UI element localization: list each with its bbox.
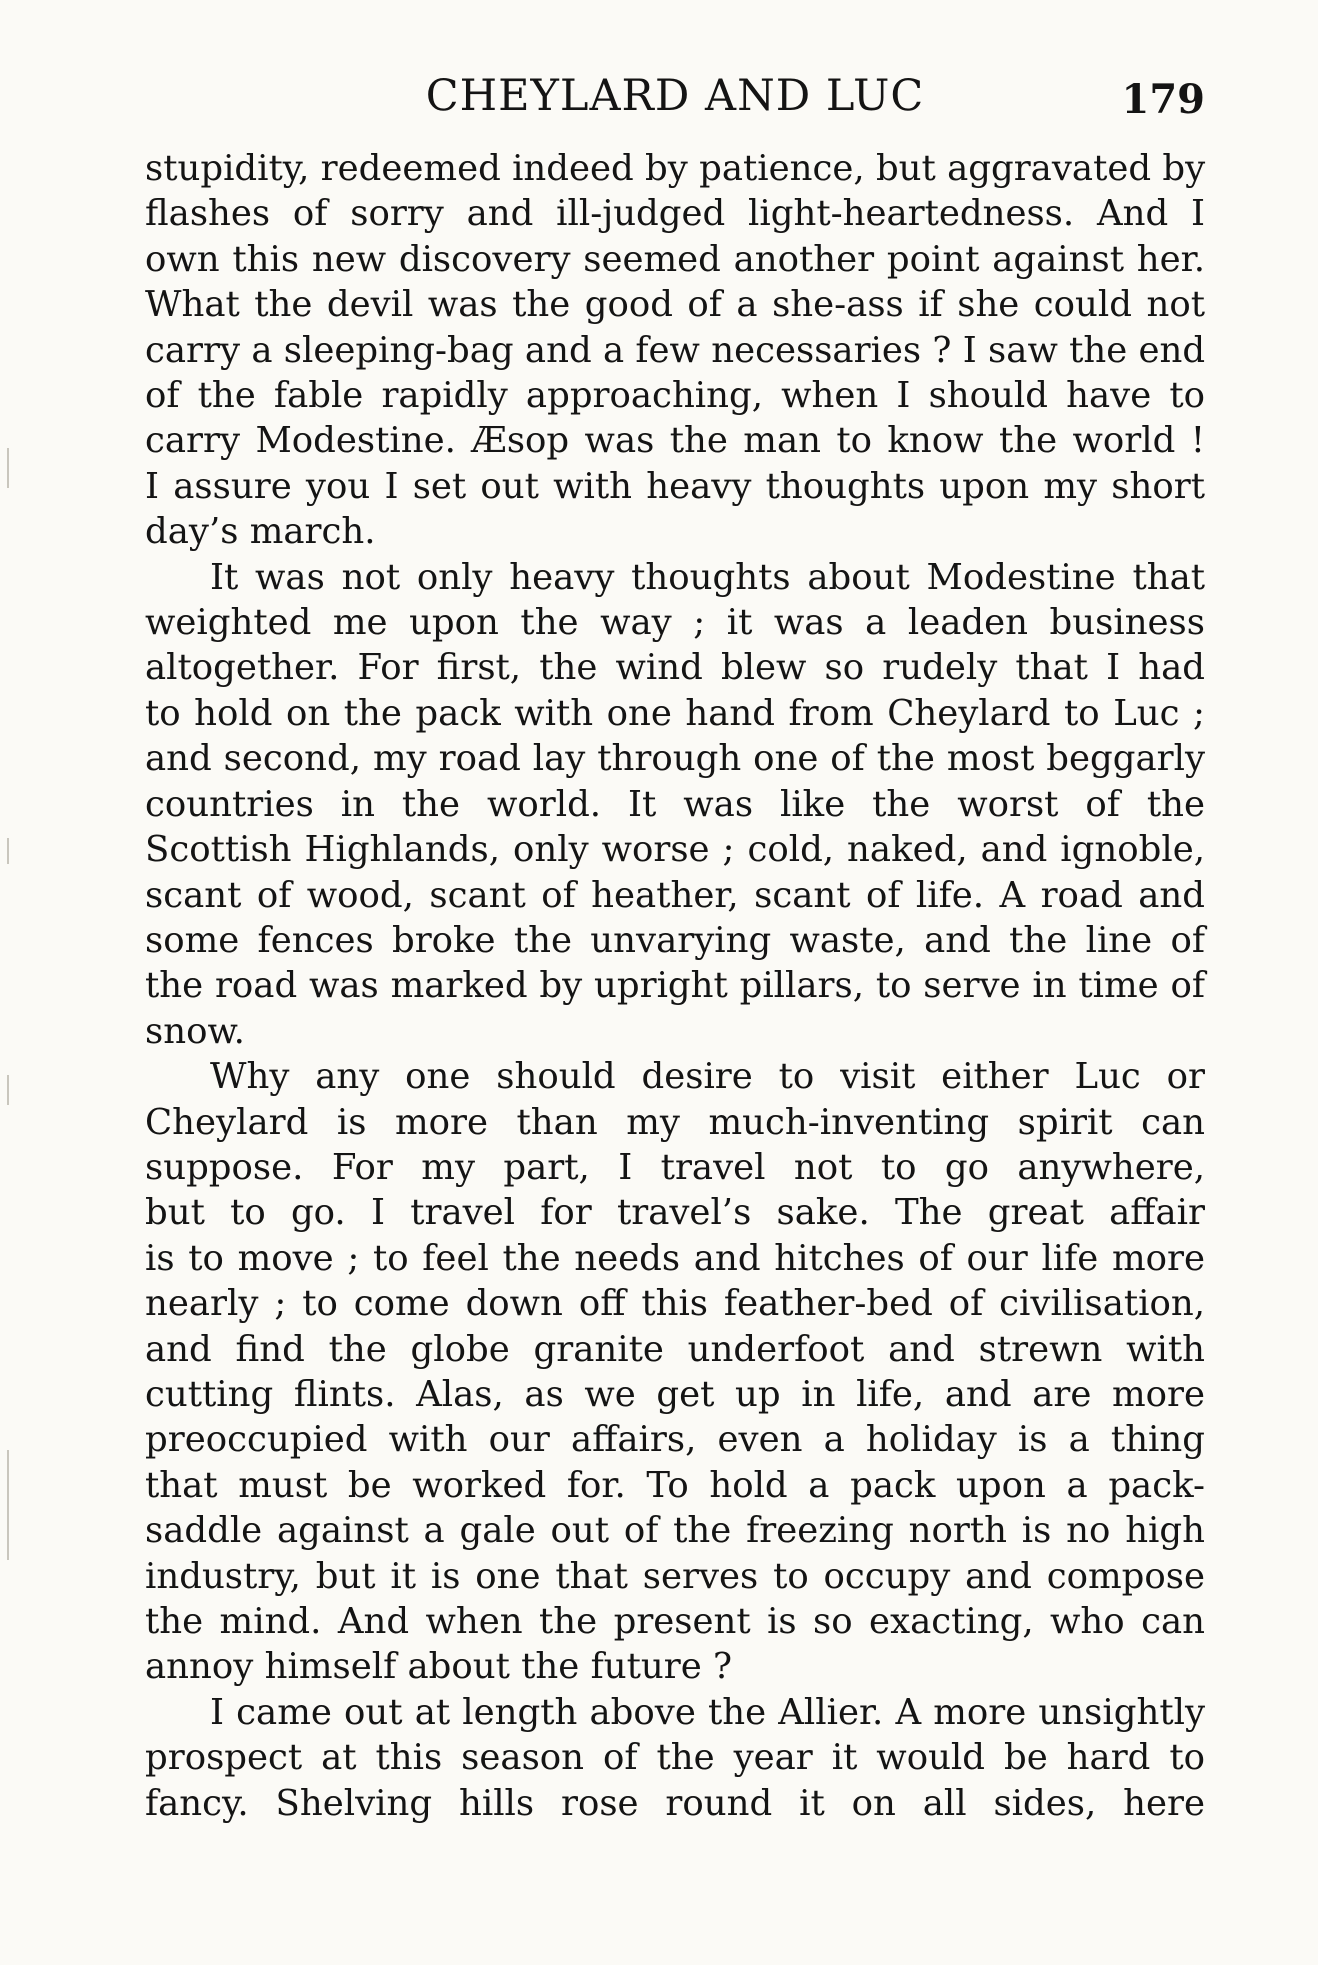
text-line: annoy himself about the future ? (145, 1646, 733, 1688)
paragraph (145, 1690, 1205, 1826)
text-line: I assure you I set out with heavy thoughts upon my short (145, 465, 1205, 507)
text-line: preoccupied with our affairs, even a holiday is a thing (145, 1419, 1205, 1461)
text-line: altogether. For first, the wind blew so rudely that I had (145, 647, 1205, 689)
text-line: the mind. And when the present is so exacting, who can (145, 1601, 1205, 1642)
text-line: carry Modestine. Æsop was the man to know the world ! (145, 420, 1205, 462)
text-line: and find the globe granite underfoot and strewn with (145, 1328, 1205, 1370)
text-line: that must be worked for. To hold a pack upon a pack- (145, 1464, 1205, 1506)
text-line: What the devil was the good of a she-ass if she could not (145, 284, 1205, 326)
text-line: flashes of sorry and ill-judged light-heartedness. And I (145, 193, 1205, 235)
text-line: stupidity, redeemed indeed by patience, but aggravated by (145, 148, 1206, 189)
text-line: is to move ; to feel the needs and hitches of our life more (145, 1237, 1205, 1279)
text-line: prospect at this season of the year it would be hard to (145, 1737, 1205, 1779)
scan-mark (7, 1450, 9, 1560)
text-line: saddle against a gale out of the freezing north is no high (145, 1510, 1205, 1552)
scan-mark (7, 448, 9, 488)
text-line: of the fable rapidly approaching, when I should have to (145, 375, 1205, 417)
text-line: but to go. I travel for travel’s sake. The great affair (145, 1192, 1205, 1234)
text-line: Cheylard is more than my much-inventing spirit can (145, 1101, 1205, 1143)
text-line: the road was marked by upright pillars, to serve in time of (145, 965, 1205, 1007)
text-line: industry, but it is one that serves to occupy and compose (145, 1555, 1205, 1597)
scan-mark (7, 1075, 9, 1105)
text-line: countries in the world. It was like the worst of the (145, 783, 1205, 825)
text-line: weighted me upon the way ; it was a leaden business (145, 602, 1205, 644)
text-line: snow. (145, 1010, 245, 1052)
text-line: day’s march. (145, 511, 376, 553)
paragraph (145, 555, 1205, 1054)
text-line: nearly ; to come down off this feather-bed of civilisation, (145, 1283, 1205, 1325)
scan-mark (7, 838, 9, 864)
paragraph (145, 146, 1205, 555)
text-line: scant of wood, scant of heather, scant of life. A road and (145, 874, 1205, 916)
text-line: cutting flints. Alas, as we get up in life, and are more (145, 1373, 1205, 1415)
page-number: 179 (1121, 76, 1205, 123)
text-line: some fences broke the unvarying waste, and the line of (145, 919, 1205, 961)
body-text (145, 146, 1205, 1826)
text-line: own this new discovery seemed another point against her. (145, 238, 1205, 280)
paragraph (145, 1054, 1205, 1690)
text-line: I came out at length above the Allier. A more unsightly (210, 1691, 1205, 1733)
text-line: and second, my road lay through one of the most beggarly (145, 738, 1205, 780)
text-line: Why any one should desire to visit either Luc or (210, 1056, 1205, 1098)
chapter-running-title: CHEYLARD AND LUC (425, 71, 925, 121)
text-line: suppose. For my part, I travel not to go anywhere, (145, 1146, 1205, 1188)
text-line: It was not only heavy thoughts about Modestine that (210, 556, 1205, 598)
text-line: carry a sleeping-bag and a few necessaries ? I saw the end (145, 329, 1206, 371)
running-head (145, 66, 1205, 126)
text-line: Scottish Highlands, only worse ; cold, naked, and ignoble, (145, 829, 1205, 871)
text-line: fancy. Shelving hills rose round it on all sides, here (145, 1782, 1205, 1824)
text-line: to hold on the pack with one hand from Cheylard to Luc ; (145, 692, 1205, 734)
